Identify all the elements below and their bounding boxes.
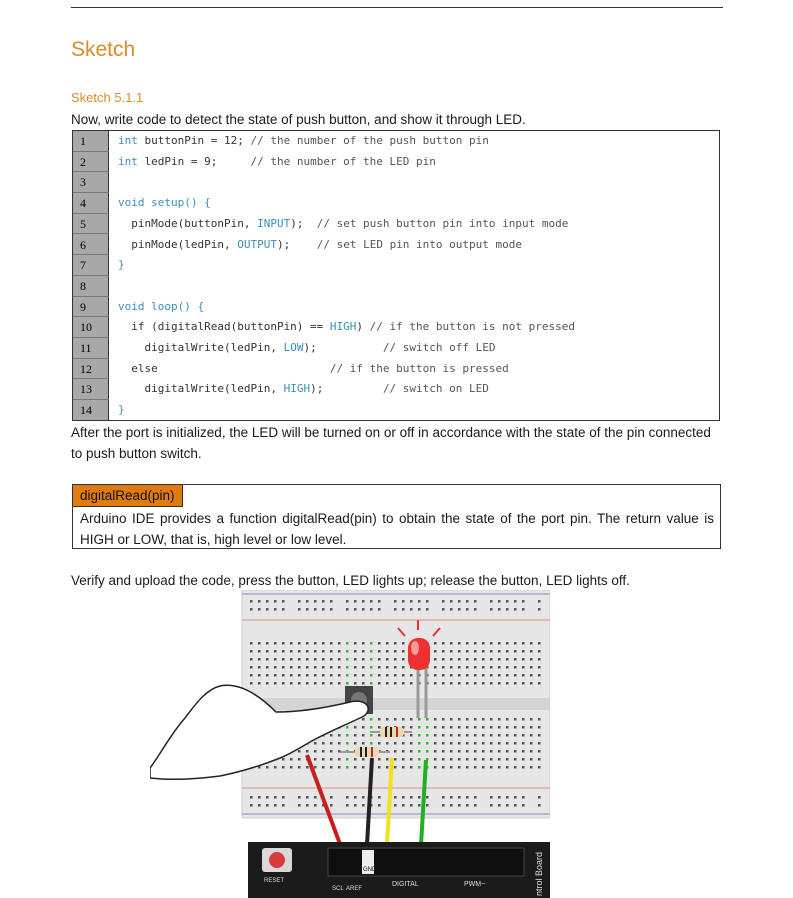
pwm-label: PWM~ — [464, 881, 486, 888]
code-line: } — [118, 403, 125, 417]
line-number: 10 — [73, 317, 109, 338]
code-line: pinMode(ledPin, OUTPUT); // set LED pin into output mode — [118, 237, 523, 251]
after-paragraph-line-1: After the port is initialized, the LED will be turned on or off in accordance with the state of the pin connected — [71, 425, 711, 440]
top-rule — [71, 7, 723, 8]
line-number: 11 — [73, 338, 109, 359]
header-pins — [328, 848, 524, 876]
gnd-label: GND — [363, 867, 377, 873]
intro-paragraph: Now, write code to detect the state of push button, and show it through LED. — [71, 112, 526, 127]
line-number: 8 — [73, 276, 109, 297]
section-subheading: Sketch 5.1.1 — [71, 90, 144, 105]
after-paragraph-line-2: to push button switch. — [71, 446, 202, 461]
line-number: 3 — [73, 172, 109, 193]
code-line: if (digitalRead(buttonPin) == HIGH) // if the button is not pressed — [118, 320, 575, 334]
breadboard-center-channel — [242, 698, 550, 710]
code-block — [72, 130, 720, 421]
aref-label: AREF — [346, 886, 363, 892]
control-board — [248, 842, 550, 898]
code-line: void loop() { — [118, 299, 205, 313]
code-line: int buttonPin = 12; // the number of the push button pin — [118, 134, 489, 147]
code-line: int ledPin = 9; // the number of the LED pin — [118, 154, 436, 168]
page-heading: Sketch — [71, 38, 136, 61]
code-line: digitalWrite(ledPin, HIGH); // switch on LED — [118, 382, 489, 396]
board-side-label: ntrol Board — [534, 851, 544, 896]
line-number: 1 — [73, 131, 109, 152]
reset-label: RESET — [264, 878, 285, 884]
line-number: 14 — [80, 403, 92, 418]
verify-paragraph: Verify and upload the code, press the button, LED lights up; release the button, LED lights off. — [71, 573, 630, 588]
scl-label: SCL — [332, 886, 344, 892]
circuit-illustration — [150, 590, 550, 898]
tip-title: digitalRead(pin) — [73, 485, 183, 507]
line-number: 2 — [73, 152, 109, 173]
code-line: } — [118, 258, 125, 272]
tip-box — [72, 484, 721, 549]
line-number: 13 — [73, 379, 109, 400]
code-line: digitalWrite(ledPin, LOW); // switch off LED — [118, 341, 496, 354]
line-number: 9 — [73, 297, 109, 318]
line-number: 12 — [73, 359, 109, 380]
tip-text: Arduino IDE provides a function digitalRead(pin) to obtain the state of the port pin. The return value is HIGH or LOW, that is, high level or low level. — [80, 511, 714, 547]
code-line: void setup() { — [118, 196, 211, 210]
code-line: pinMode(buttonPin, INPUT); // set push button pin into input mode — [118, 216, 569, 230]
line-number: 5 — [73, 214, 109, 235]
code-line: else // if the button is pressed — [118, 361, 509, 375]
digital-label: DIGITAL — [392, 881, 419, 888]
line-number: 6 — [73, 235, 109, 256]
line-number: 7 — [73, 255, 109, 276]
line-number: 4 — [73, 193, 109, 214]
